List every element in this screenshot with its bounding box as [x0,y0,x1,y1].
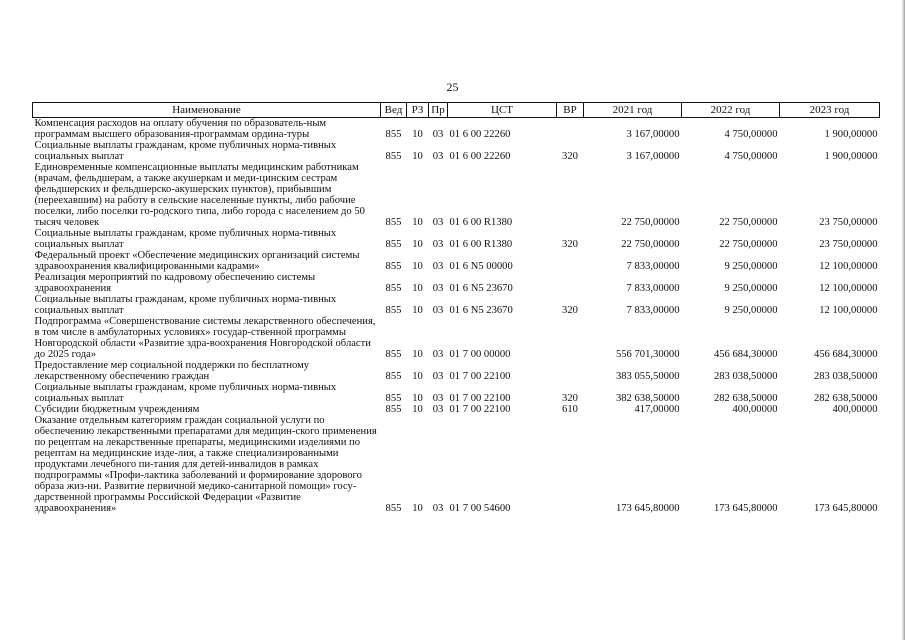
header-2023: 2023 год [780,103,880,118]
row-pr: 03 [432,349,444,360]
row-ved: 855 [385,217,402,228]
table-row [33,228,880,250]
row-name: Социальные выплаты гражданам, кроме публичных норма-тивных социальных выплат [34,140,337,162]
row-pr: 03 [432,404,444,415]
row-2023: 173 645,80000 [813,503,878,514]
row-name: Федеральный проект «Обеспечение медицинских организаций системы здравоохранения квалифицированными кадрами» [34,250,360,272]
row-vr [557,316,584,360]
row-2023: 400,00000 [832,404,878,415]
row-ved: 855 [385,305,402,316]
row-2023: 1 900,00000 [824,129,878,140]
row-cst: 01 7 00 22100 [449,404,511,415]
table-row [33,404,880,415]
row-2021: 3 167,00000 [626,129,680,140]
row-2022: 9 250,00000 [724,305,778,316]
row-rz: 10 [412,283,423,294]
row-vr: 320 [562,239,578,250]
row-vr [557,162,584,228]
row-2022: 282 638,50000 [713,393,778,404]
table-row [33,272,880,294]
row-cst: 01 7 00 22100 [449,371,511,382]
table-row [33,162,880,228]
row-vr: 320 [562,305,578,316]
row-2022: 283 038,50000 [713,371,778,382]
row-vr [557,360,584,382]
row-cst: 01 6 00 R1380 [449,239,513,250]
row-2022: 22 750,00000 [719,217,778,228]
row-2023: 283 038,50000 [813,371,878,382]
row-cst: 01 6 N5 00000 [449,261,513,272]
row-name: Социальные выплаты гражданам, кроме публичных норма-тивных социальных выплат [34,228,337,250]
row-vr [557,415,584,514]
row-pr: 03 [432,151,444,162]
row-2023: 12 100,00000 [819,283,878,294]
row-cst: 01 6 00 R1380 [449,217,513,228]
row-cst: 01 6 N5 23670 [449,305,513,316]
row-pr: 03 [432,261,444,272]
row-2023: 456 684,30000 [813,349,878,360]
row-2022: 173 645,80000 [713,503,778,514]
row-pr: 03 [432,239,444,250]
row-cst: 01 7 00 00000 [449,349,511,360]
row-pr: 03 [432,371,444,382]
row-pr: 03 [432,305,444,316]
row-2022: 400,00000 [732,404,778,415]
row-2021: 417,00000 [634,404,680,415]
row-2021: 3 167,00000 [626,151,680,162]
row-2023: 282 638,50000 [813,393,878,404]
table-row [33,415,880,514]
row-2021: 383 055,50000 [615,371,680,382]
row-name: Оказание отдельным категориям граждан социальной услуги по обеспечению лекарственными препаратами для медицин-ского применения по рецептам на лекарственные препараты, медицинскими изделиями по рецептам на медицинские изде-лия, а также специализированными продуктами лечебного пи-тания для детей-инвалидов в рамках подпрограммы «Профи-лактика заболеваний и формирование здорового образа жиз-ни. Развитие первичной медико-санитарной помощи» госу-дарственной программы Российской Федерации «Развитие здравоохранения» [34,415,377,514]
row-vr: 610 [562,404,578,415]
row-ved: 855 [385,503,402,514]
row-rz: 10 [412,371,423,382]
row-ved: 855 [385,371,402,382]
header-pr: Пр [429,103,448,118]
row-2023: 12 100,00000 [819,261,878,272]
row-2021: 22 750,00000 [621,239,680,250]
row-2021: 7 833,00000 [626,261,680,272]
row-2023: 1 900,00000 [824,151,878,162]
row-cst: 01 6 00 22260 [449,151,511,162]
row-2021: 7 833,00000 [626,305,680,316]
row-2022: 4 750,00000 [724,129,778,140]
row-cst: 01 6 00 22260 [449,129,511,140]
row-2023: 23 750,00000 [819,239,878,250]
row-2022: 9 250,00000 [724,261,778,272]
header-2021: 2021 год [584,103,682,118]
row-rz: 10 [412,349,423,360]
row-2021: 22 750,00000 [621,217,680,228]
row-ved: 855 [385,239,402,250]
row-2022: 456 684,30000 [713,349,778,360]
row-ved: 855 [385,129,402,140]
row-vr [557,250,584,272]
row-ved: 855 [385,151,402,162]
table-row [33,294,880,316]
row-name: Предоставление мер социальной поддержки по бесплатному лекарственному обеспечению граждан [34,360,310,382]
row-rz: 10 [412,503,423,514]
row-ved: 855 [385,393,402,404]
row-pr: 03 [432,129,444,140]
row-pr: 03 [432,503,444,514]
row-name: Социальные выплаты гражданам, кроме публичных норма-тивных социальных выплат [34,382,337,404]
header-2022: 2022 год [682,103,780,118]
table-row [33,118,880,141]
row-ved: 855 [385,404,402,415]
row-2022: 22 750,00000 [719,239,778,250]
row-vr [557,272,584,294]
row-vr: 320 [562,393,578,404]
row-rz: 10 [412,305,423,316]
row-2021: 173 645,80000 [615,503,680,514]
row-rz: 10 [412,151,423,162]
row-2023: 12 100,00000 [819,305,878,316]
budget-table [32,102,880,514]
row-ved: 855 [385,349,402,360]
row-pr: 03 [432,393,444,404]
header-name: Наименование [33,103,381,118]
row-rz: 10 [412,129,423,140]
row-vr [557,118,584,141]
page-number: 25 [446,80,459,94]
row-cst: 01 7 00 54600 [449,503,511,514]
row-name: Подпрограмма «Совершенствование системы лекарственного обеспечения, в том числе в амбулаторных условиях» государ-ственной программы Новгородской области «Развитие здра-воохранения Новгородской области до 2025 года» [34,316,376,360]
row-ved: 855 [385,283,402,294]
row-2021: 7 833,00000 [626,283,680,294]
row-rz: 10 [412,261,423,272]
row-cst: 01 6 N5 23670 [449,283,513,294]
row-2022: 4 750,00000 [724,151,778,162]
row-ved: 855 [385,261,402,272]
row-cst: 01 7 00 22100 [449,393,511,404]
header-cst: ЦСТ [448,103,557,118]
row-2023: 23 750,00000 [819,217,878,228]
row-rz: 10 [412,217,423,228]
table-row [33,382,880,404]
row-name: Единовременные компенсационные выплаты медицинским работникам (врачам, фельдшерам, а также акушеркам и меди-цинским сестрам фельдшерских и фельдшерско-акушерских пунктов), прибывшим (переехавшим) на работу в сельские населенные пункты, либо рабочие поселки, либо поселки го-родского типа, либо города с населением до 50 тысяч человек [34,162,365,228]
row-name: Реализация мероприятий по кадровому обеспечению системы здравоохранения [34,272,316,294]
table-row [33,140,880,162]
row-pr: 03 [432,283,444,294]
row-pr: 03 [432,217,444,228]
row-name: Компенсация расходов на оплату обучения по образователь-ным программам высшего образования-программам ордина-туры [34,118,327,140]
row-rz: 10 [412,239,423,250]
row-name: Социальные выплаты гражданам, кроме публичных норма-тивных социальных выплат [34,294,337,316]
header-ved: Вед [381,103,407,118]
table-header-row [33,103,880,118]
row-name: Субсидии бюджетным учреждениям [34,404,200,415]
row-rz: 10 [412,404,423,415]
table-row [33,250,880,272]
header-vr: ВР [557,103,584,118]
table-row [33,316,880,360]
row-vr: 320 [562,151,578,162]
row-2021: 382 638,50000 [615,393,680,404]
header-rz: РЗ [407,103,429,118]
row-2021: 556 701,30000 [615,349,680,360]
table-row [33,360,880,382]
scan-edge [901,0,905,640]
row-rz: 10 [412,393,423,404]
row-2022: 9 250,00000 [724,283,778,294]
